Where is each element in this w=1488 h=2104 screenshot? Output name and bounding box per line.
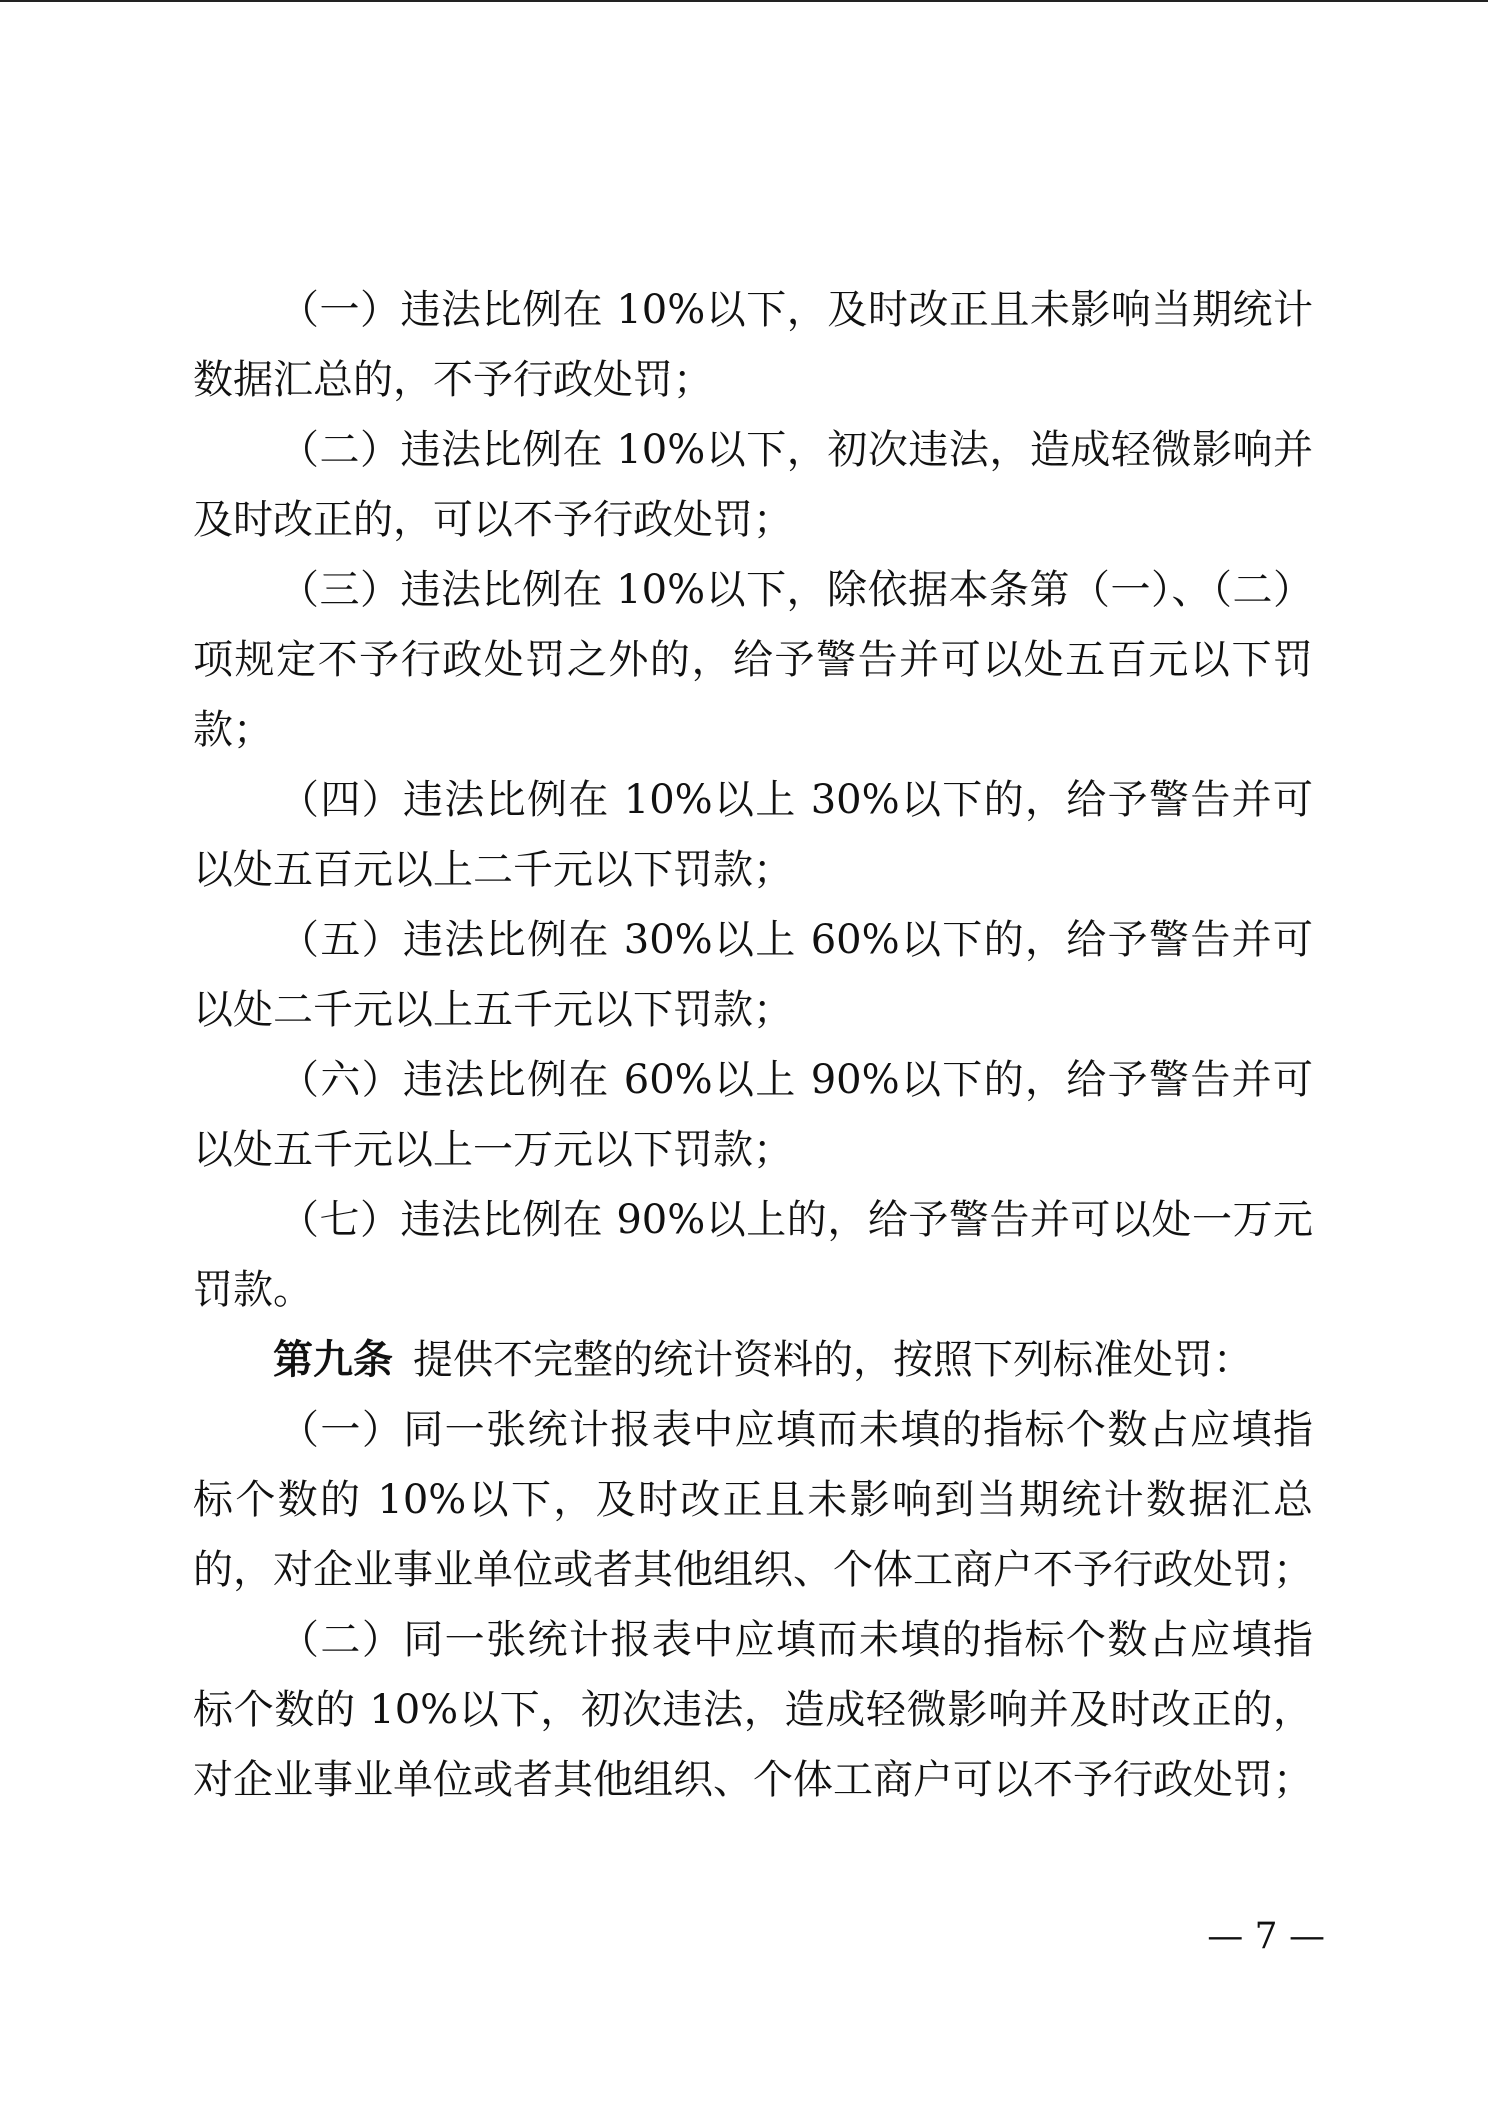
item-5: （五）违法比例在 30%以上 60%以下的，给予警告并可以处二千元以上五千元以下罚款； (193, 917, 1313, 1033)
item-1: （一）违法比例在 10%以下，及时改正且未影响当期统计数据汇总的，不予行政处罚； (193, 287, 1313, 403)
item-7: （七）违法比例在 90%以上的，给予警告并可以处一万元罚款。 (193, 1197, 1313, 1313)
item-6: （六）违法比例在 60%以上 90%以下的，给予警告并可以处五千元以上一万元以下罚款； (193, 1057, 1313, 1173)
article-9-heading (193, 1325, 1313, 1395)
top-border-line (0, 0, 1488, 2)
article-9-title: 第九条 (273, 1336, 393, 1383)
item-2: （二）违法比例在 10%以下，初次违法，造成轻微影响并及时改正的，可以不予行政处罚； (193, 427, 1313, 543)
article-9-item-1: （一）同一张统计报表中应填而未填的指标个数占应填指标个数的 10%以下，及时改正且未影响到当期统计数据汇总的，对企业事业单位或者其他组织、个体工商户不予行政处罚； (193, 1407, 1313, 1593)
article-9-item-2: （二）同一张统计报表中应填而未填的指标个数占应填指标个数的 10%以下，初次违法，造成轻微影响并及时改正的，对企业事业单位或者其他组织、个体工商户可以不予行政处罚； (193, 1617, 1313, 1803)
article-9-text: 提供不完整的统计资料的，按照下列标准处罚： (413, 1337, 1253, 1383)
page-number: — 7 — (1207, 1916, 1325, 1957)
document-body (193, 275, 1313, 1815)
item-3: （三）违法比例在 10%以下，除依据本条第（一）、（二）项规定不予行政处罚之外的，给予警告并可以处五百元以下罚款； (193, 567, 1313, 753)
item-4: （四）违法比例在 10%以上 30%以下的，给予警告并可以处五百元以上二千元以下罚款； (193, 777, 1313, 893)
